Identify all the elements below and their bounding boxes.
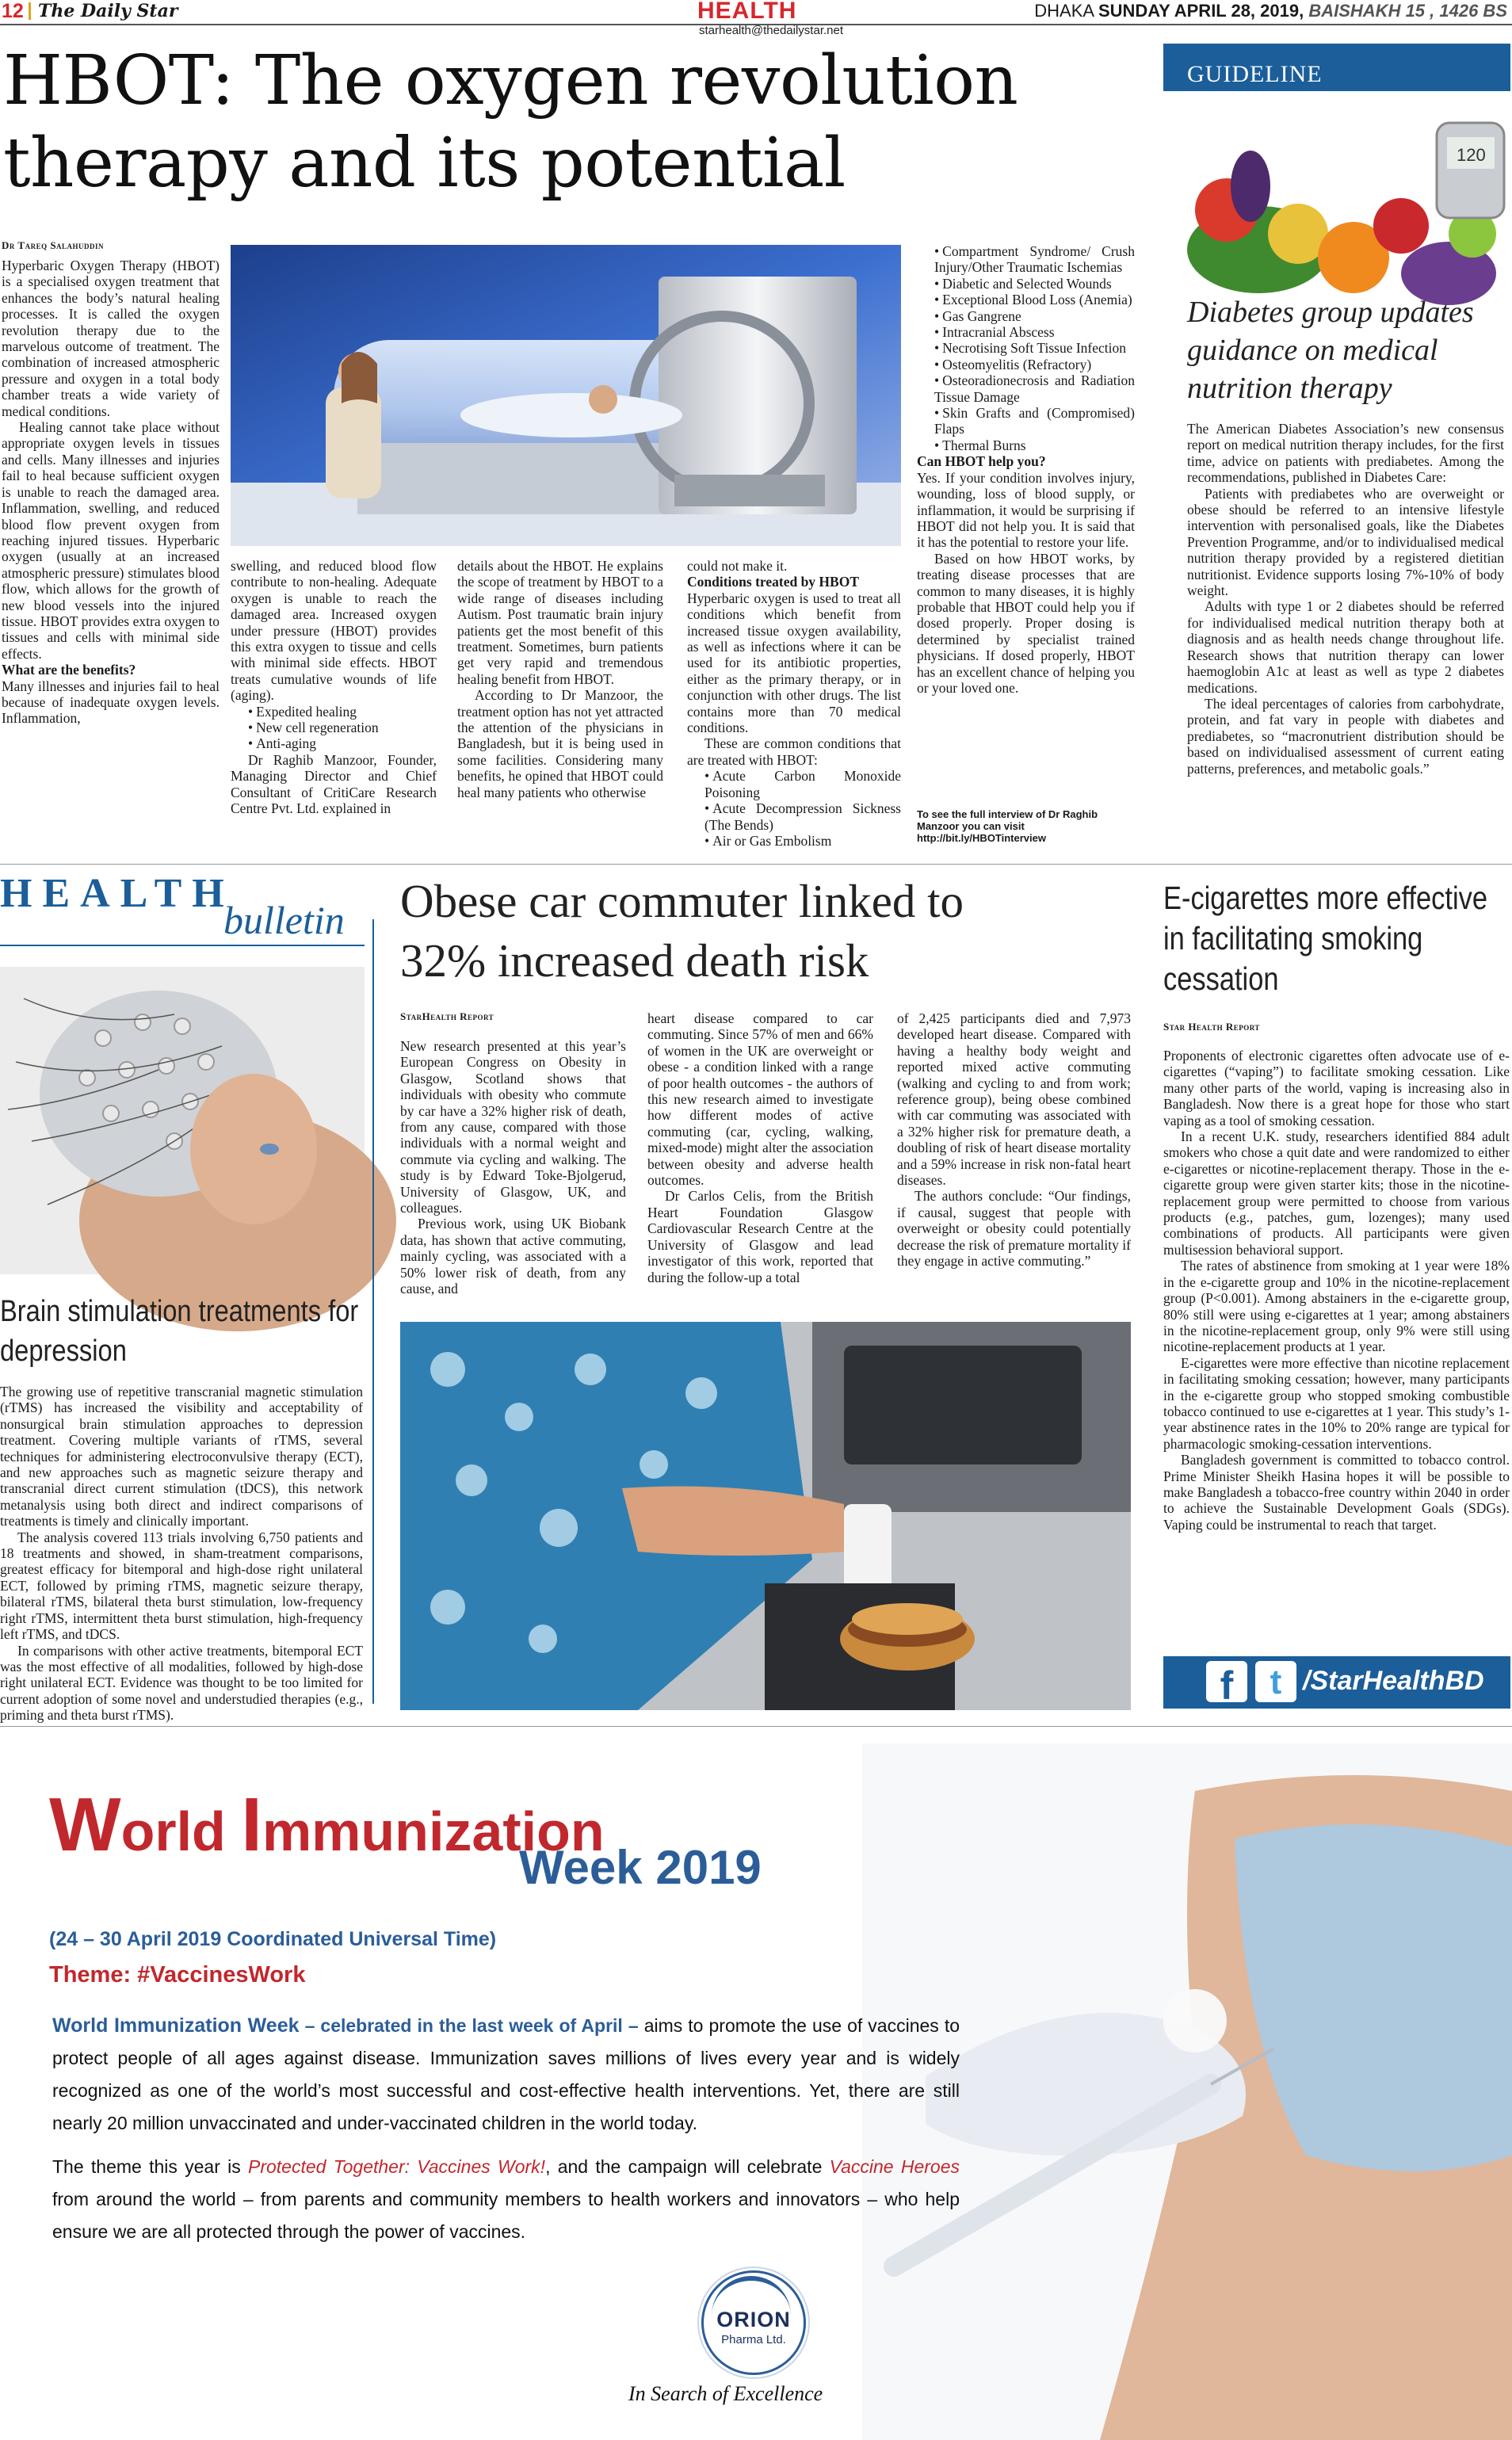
- hbot-column-4: [687, 558, 901, 847]
- bullet-item: • Acute Decompression Sickness (The Bends): [687, 800, 901, 833]
- ad-divider: [0, 1726, 1512, 1727]
- ad-title-week: Week 2019: [519, 1841, 762, 1894]
- section-email[interactable]: starhealth@thedailystar.net: [699, 24, 843, 37]
- bullet-item: • Gas Gangrene: [917, 308, 1135, 324]
- ad-p2-a: The theme this year is: [52, 2156, 248, 2177]
- guideline-box: [1163, 44, 1510, 868]
- page-number: 12: [2, 0, 24, 22]
- dateline-date: SUNDAY APRIL 28, 2019,: [1098, 1, 1304, 21]
- social-handle[interactable]: /StarHealthBD: [1303, 1666, 1484, 1696]
- paragraph: The growing use of repetitive transcranial magnetic stimulation (rTMS) has increased the visibility and acceptability of nonsurgical brain stimulation approaches to depression treatment. Covering multiple variants of rTMS, several techniques for administering electroconvulsive therapy (ECT), and new approaches such as magnetic seizure therapy and transcranial direct current stimulation (tDCS), this network metanalysis using both direct and indirect comparisons of treatments is timely and clinically important.: [0, 1384, 363, 1529]
- paragraph: Previous work, using UK Biobank data, has shown that active commuting, mainly cycling, was associated with a 50% lower risk of death, from any cause, and: [400, 1216, 626, 1297]
- subheading: Conditions treated by HBOT: [687, 574, 859, 590]
- paragraph: could not make it.: [687, 558, 788, 574]
- paragraph: According to Dr Manzoor, the treatment option has not yet attracted the attention of the physicians in Bangladesh, but it is being used in some facilities. Considering many benefits, he opined that HBOT could heal many patients who otherwise: [457, 687, 663, 800]
- hbot-chamber-photo: [231, 245, 901, 546]
- section-label: HEALTH: [697, 0, 797, 24]
- paragraph: Adults with type 1 or 2 diabetes should be referred for individualised medical nutrition therapy both at diagnosis and as health needs change throughout life. Research shows that nutrition therapy can lower haemoglobin A1c at least as well as type 2 diabetes medications.: [1187, 598, 1504, 696]
- facebook-icon[interactable]: f: [1206, 1661, 1247, 1702]
- paragraph: Dr Carlos Celis, from the British Heart Foundation Glasgow Cardiovascular Research Centre at the University of Glasgow and lead investigator of this work, reported that during the follow-up a total: [647, 1188, 873, 1285]
- subheading: What are the benefits?: [2, 662, 136, 678]
- bullet-item: • Intracranial Abscess: [917, 324, 1135, 340]
- health-bulletin-box: [0, 870, 368, 1724]
- dateline-city: DHAKA: [1034, 1, 1094, 21]
- ad-p2-c: , and the campaign will celebrate: [545, 2156, 830, 2177]
- paragraph: Patients with prediabetes who are overweight or obese should be referred to an intensive lifestyle intervention with personalised goals, like the Diabetes Prevention Programme, and/or to individualised medical nutrition therapy provided by a registered dietitian nutritionist. Evidence supports losing 7%-10% of body weight.: [1187, 485, 1504, 599]
- obese-headline-line1: Obese car commuter linked to: [400, 875, 964, 927]
- bulletin-headline: Brain stimulation treatments for depression: [0, 1295, 359, 1368]
- ad-theme: Theme: #VaccinesWork: [49, 1962, 306, 1988]
- bullet-item: • Expedited healing: [231, 704, 437, 720]
- orion-logo: [701, 2270, 806, 2375]
- paragraph: The American Diabetes Association’s new consensus report on medical nutrition therapy includes, for the first time, advice on patients with prediabetes. Among the recommendations, published in Diabetes Care:: [1187, 421, 1504, 486]
- obese-headline-line2: 32% increased death risk: [400, 934, 869, 987]
- obese-headline: [400, 872, 964, 991]
- ecig-byline: Star Health Report: [1163, 1021, 1260, 1033]
- bulletin-photo: [0, 967, 365, 1274]
- title-orld: orld: [120, 1800, 242, 1862]
- bulletin-label-bulletin: bulletin: [223, 898, 345, 942]
- title-big-i: I: [241, 1782, 262, 1867]
- ad-p2-heroes: Vaccine Heroes: [829, 2156, 960, 2177]
- hbot-column-2: [231, 558, 437, 847]
- hbot-headline-line1: HBOT: The oxygen revolution: [3, 41, 1018, 120]
- bulletin-label-health: HEALTH: [0, 871, 235, 916]
- bullet-item: • Compartment Syndrome/ Crush Injury/Other Traumatic Ischemias: [917, 243, 1135, 276]
- paragraph: The authors conclude: “Our findings, if causal, suggest that people with overweight or obesity could potentially decrease the risk of premature mortality if they engage in active commuting.”: [897, 1188, 1131, 1270]
- paragraph: Healing cannot take place without appropriate oxygen levels in tissues and cells. Many illnesses and injuries fail to heal because sufficient oxygen is unable to reach the damaged area. Inflammation, swelling, and reduced blood flow prevent oxygen from reaching injured tissues. Hyperbaric oxygen (usually at an increased atmospheric pressure) stimulates blood flow, which allows for the growth of new blood vessels into the injured tissue. HBOT provides extra oxygen to tissues and cells with minimal side effects.: [2, 419, 220, 662]
- paragraph: details about the HBOT. He explains the scope of treatment by HBOT to a wide range of diseases including Autism. Post traumatic brain injury patients get the most benefit of this treatment. Sometimes, burn patients get very rapid and tremendous healing benefit from HBOT.: [457, 558, 663, 687]
- guideline-headline: Diabetes group updates guidance on medical nutrition therapy: [1187, 296, 1474, 405]
- paragraph: Dr Raghib Manzoor, Founder, Managing Director and Chief Consultant of CritiCare Research Centre Pvt. Ltd. explained in: [231, 751, 437, 817]
- hbot-byline: Dr Tareq Salahuddin: [2, 239, 105, 251]
- hbot-interview-note: [917, 808, 1098, 844]
- paragraph: Proponents of electronic cigarettes often advocate use of e-cigarettes (“vaping”) to facilitate smoking cessation. Like many other parts of the world, vaping is increasing also in Bangladesh. Now there is a great hope for those who start vaping as a tool of smoking cessation.: [1163, 1048, 1510, 1128]
- paragraph: The rates of abstinence from smoking at 1 year were 18% in the e-cigarette group and 10% in the nicotine-replacement group (P<0.001). Among abstainers in the e-cigarette group, 80% still were using e-cigarettes at 1 year; among abstainers in the nicotine-replacement group, only 9% were still using nicotine-replacement products at 1 year.: [1163, 1258, 1510, 1355]
- obese-byline: StarHealth Report: [400, 1010, 494, 1022]
- paragraph: Bangladesh government is committed to tobacco control. Prime Minister Sheikh Hasina hopes it will be possible to make Bangladesh a tobacco-free country within 2040 in order to achieve the Sustainable Development Goals (SDGs). Vaping could be instrumental to reach that target.: [1163, 1452, 1510, 1533]
- paragraph: Yes. If your condition involves injury, wounding, loss of blood supply, or inflammation, it would be surprising if HBOT did not help you. It is said that it has the potential to restore your life.: [917, 469, 1135, 551]
- paragraph: of 2,425 participants died and 7,973 developed heart disease. Compared with having a healthy body weight and reported mixed active commuting (walking and cycling to and from work; reference group), being obese combined with car commuting was associated with a 32% higher risk for premature death, a doubling of risk of heart disease mortality and a 59% increase in risk non-fatal heart diseases.: [897, 1010, 1131, 1189]
- paragraph: heart disease compared to car commuting. Since 57% of men and 66% of women in the UK are overweight or obese - a condition linked with a range of poor health outcomes - the authors of this new research aimed to investigate how different modes of active commuting (car, cycling, walking, mixed-mode) might alter the association between obesity and adverse health outcomes.: [647, 1010, 873, 1189]
- paragraph: Hyperbaric oxygen is used to treat all conditions which benefit from increased tissue oxygen availability, as well as infections where it can be used for its antibiotic properties, either as the primary therapy, or in conjunction with other drugs. The list contains more than 70 medical conditions.: [687, 590, 901, 736]
- page-header: [0, 0, 1512, 37]
- bulletin-vertical-rule: [372, 919, 374, 1704]
- masthead-name: The Daily Star: [38, 1, 178, 21]
- bullet-item: • Anti-aging: [231, 735, 437, 751]
- hbot-column-1: [2, 258, 220, 848]
- obese-column-1: [400, 1038, 626, 1308]
- bulletin-body: [0, 1384, 363, 1724]
- paragraph: swelling, and reduced blood flow contribute to non-healing. Adequate oxygen is unable to reach the damaged area. Increased oxygen under pressure (HBOT) provides this extra oxygen to tissue and cells with minimal side effects. HBOT treats cumulative wounds of life (aging).: [231, 558, 437, 704]
- twitter-icon[interactable]: t: [1255, 1661, 1296, 1702]
- bullet-item: • Diabetic and Selected Wounds: [917, 276, 1135, 292]
- paragraph: Many illnesses and injuries fail to heal because of inadequate oxygen levels. Inflammation,: [2, 678, 220, 727]
- note-line-2: Manzoor you can visit: [917, 820, 1025, 832]
- title-mmunization: mmunization: [262, 1800, 605, 1862]
- paragraph: Based on how HBOT works, by treating disease processes that are common to many diseases, it is highly probable that HBOT could help you if dosed properly. Proper dosing is determined by specialist trained physicians. If dosed properly, HBOT has an excellent chance of helping you or your loved one.: [917, 550, 1135, 696]
- bullet-item: • Exceptional Blood Loss (Anemia): [917, 292, 1135, 307]
- title-big-w: W: [49, 1782, 121, 1867]
- dateline-bangla: BAISHAKH 15 , 1426 BS: [1308, 1, 1507, 21]
- bullet-item: • Osteomyelitis (Refractory): [917, 357, 1135, 372]
- ad-dates: (24 – 30 April 2019 Coordinated Universal Time): [49, 1928, 497, 1950]
- car-commuter-photo: [400, 1322, 1131, 1710]
- ad-paragraph-2: [52, 2151, 960, 2248]
- obese-column-3: [897, 1010, 1131, 1308]
- paragraph: E-cigarettes were more effective than nicotine replacement in facilitating smoking cessation; however, many participants in the e-cigarette group who stopped smoking combustible tobacco continued to use e-cigarettes at 1 year. This study’s 1-year abstinence rates in the 10% to 20% range are typical for pharmacologic smoking-cessation interventions.: [1163, 1354, 1510, 1452]
- hbot-column-3: [457, 558, 663, 847]
- paragraph: Hyperbaric Oxygen Therapy (HBOT) is a specialised oxygen treatment that enhances the body’s natural healing processes. It is called the oxygen revolution therapy due to the marvelous outcome of treatment. The combination of increased atmospheric pressure and oxygen in a total body chamber treats a wide variety of medical conditions.: [2, 258, 220, 419]
- interview-link[interactable]: http://bit.ly/HBOTinterview: [917, 832, 1046, 844]
- orion-logo-sub: Pharma Ltd.: [721, 2333, 786, 2346]
- ad-p2-campaign: Protected Together: Vaccines Work!: [247, 2156, 546, 2177]
- bullet-item: • Osteoradionecrosis and Radiation Tissue Damage: [917, 372, 1135, 405]
- paragraph: New research presented at this year’s European Congress on Obesity in Glasgow, Scotland shows that individuals with obesity who commute by car have a 32% higher risk of death, from any cause, compared with those individuals with a normal weight and commute via cycling and walking. The study is by Edward Toke-Bjolgerud, University of Glasgow, UK, and colleagues.: [400, 1038, 626, 1216]
- bullet-item: • Acute Carbon Monoxide Poisoning: [687, 768, 901, 800]
- ecig-headline: E-cigarettes more effective in facilitating smoking cessation: [1163, 880, 1488, 997]
- vaccination-arm-illustration: [862, 1743, 1512, 2440]
- immunization-ad: [0, 1743, 1512, 2440]
- orion-logo-name: ORION: [716, 2308, 791, 2331]
- guideline-label: GUIDELINE: [1187, 61, 1323, 87]
- hbot-headline-line2: therapy and its potential: [3, 124, 846, 203]
- bullet-item: • Thermal Burns: [917, 437, 1135, 453]
- meter-reading: 120: [1457, 145, 1486, 165]
- note-line-1: To see the full interview of Dr Raghib: [917, 808, 1098, 820]
- paragraph: The ideal percentages of calories from carbohydrate, protein, and fat vary in people with diabetes and prediabetes, so “macronutrient distribution should be based on individualised assessment of current eating patterns, preferences, and metabolic goals.”: [1187, 695, 1504, 777]
- ad-p2-e: from around the world – from parents and community members to health workers and innovators – who help ensure we are all protected through the power of vaccines.: [52, 2189, 960, 2242]
- bullet-item: • Necrotising Soft Tissue Infection: [917, 340, 1135, 356]
- ad-p1-mid: – celebrated in the last week of April –: [299, 2015, 644, 2036]
- bullet-item: • Air or Gas Embolism: [687, 833, 901, 849]
- ad-p1-rest: aims to promote the use of vaccines to protect people of all ages against disease. Immunization saves millions of lives every year and is widely recognized as one of the world’s most successful and cost-effective health interventions. Yet, there are still nearly 20 million unvaccinated and under-vaccinated children in the world today.: [52, 2015, 960, 2133]
- guideline-body: [1187, 421, 1504, 865]
- social-banner: [1163, 1656, 1510, 1709]
- hbot-column-5: [917, 243, 1135, 806]
- guideline-label-bar: [1163, 44, 1510, 91]
- hbot-chamber-illustration: [231, 245, 901, 546]
- man-eating-in-car-illustration: [400, 1322, 1131, 1710]
- hbot-headline: [3, 40, 1018, 204]
- ecig-body: [1163, 1048, 1510, 1620]
- eeg-cap-man-illustration: [0, 967, 365, 1274]
- bullet-item: • Skin Grafts and (Compromised) Flaps: [917, 405, 1135, 437]
- bulletin-rule: [0, 945, 365, 946]
- subheading: Can HBOT help you?: [917, 453, 1046, 470]
- paragraph: In a recent U.K. study, researchers identified 884 adult smokers who chose a quit date and were randomized to either e-cigarettes or nicotine-replacement therapy. Those in the e-cigarette group were given starter kits; those in the nicotine-replacement group were permitted to choose from various products (e.g., patches, gum, lozenges); many used combinations of products. All participants were given multisession behavioral support.: [1163, 1128, 1510, 1258]
- ad-p1-lead: World Immunization Week: [52, 2014, 300, 2037]
- paragraph: In comparisons with other active treatments, bitemporal ECT was the most effective of all modalities, followed by high-dose right unilateral ECT. Evidence was thought to be too limited for current adoption of some novel and understudied therapies (e.g., priming and theta burst rTMS).: [0, 1642, 363, 1724]
- paragraph: These are common conditions that are treated with HBOT:: [687, 735, 901, 768]
- dateline: [1034, 1, 1507, 21]
- paragraph: The analysis covered 113 trials involving 6,750 patients and 18 treatments and showed, in sham-treatment comparisons, greatest efficacy for bitemporal and high-dose right unilateral ECT, followed by priming rTMS, magnetic seizure therapy, bilateral rTMS, bilateral theta burst stimulation, low-frequency right rTMS, intermittent theta burst stimulation, high-frequency left rTMS, and tDCS.: [0, 1529, 363, 1643]
- ad-paragraph-1: [52, 2010, 960, 2140]
- row-divider: [0, 864, 1512, 865]
- bullet-item: • New cell regeneration: [231, 720, 437, 735]
- header-separator: [29, 2, 31, 20]
- ad-tagline: In Search of Excellence: [628, 2382, 823, 2405]
- obese-column-2: [647, 1010, 873, 1308]
